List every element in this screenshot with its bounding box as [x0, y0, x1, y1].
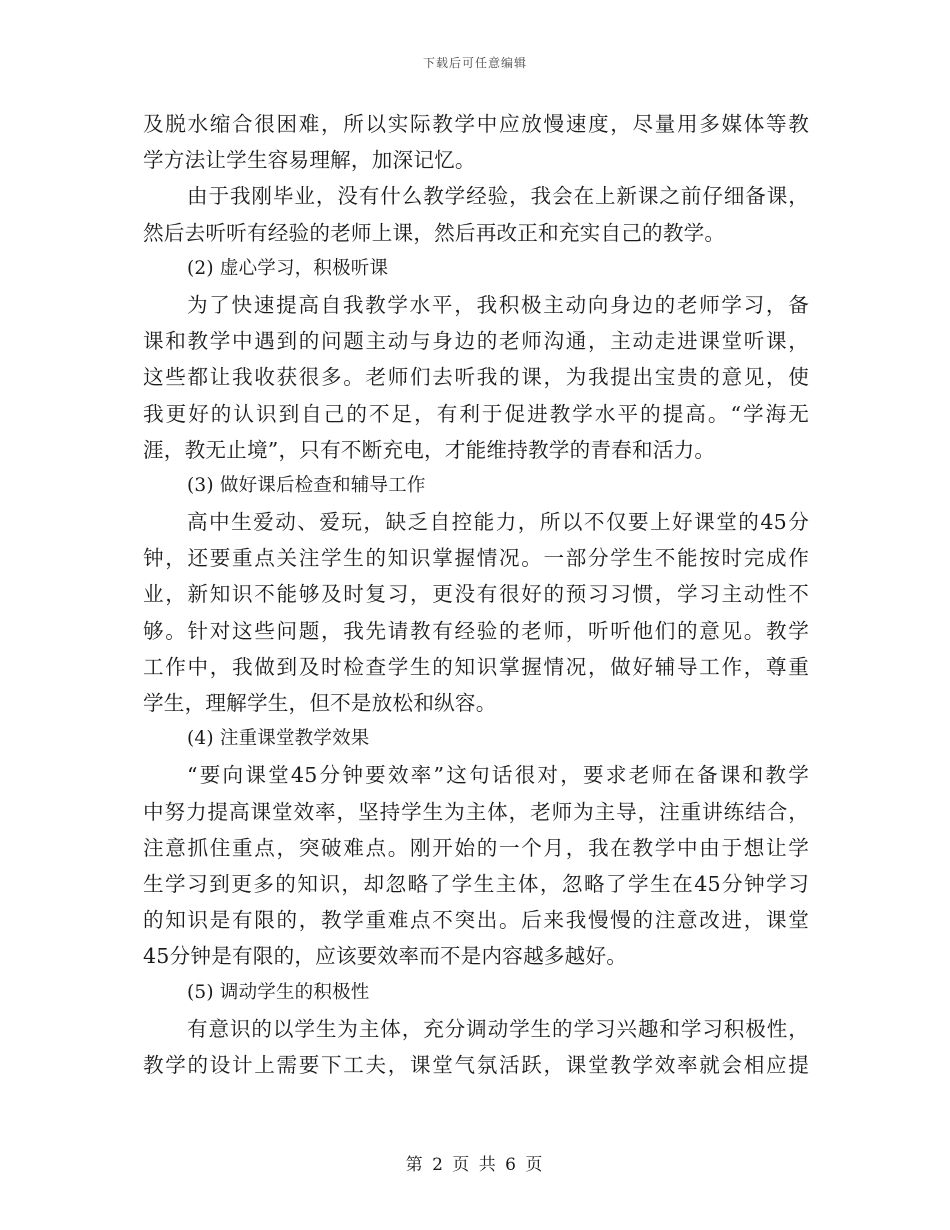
- paragraph: [143, 287, 809, 468]
- heading-text: (5) 调动学生的积极性: [187, 981, 370, 1003]
- text-line: 学方法让学生容易理解，加深记忆。: [143, 148, 476, 173]
- text-line: 生学习到更多的知识，却忽略了学生主体，忽略了学生在45分钟学习: [143, 871, 809, 896]
- text-line: 为了快速提高自我教学水平，我积极主动向身边的老师学习，备: [187, 292, 809, 317]
- text-line: 有意识的以学生为主体，充分调动学生的学习兴趣和学习积极性，: [187, 1016, 809, 1041]
- text-line: 由于我刚毕业，没有什么教学经验，我会在上新课之前仔细备课，: [187, 184, 809, 209]
- text-line: 45分钟是有限的，应该要效率而不是内容越多越好。: [143, 944, 628, 969]
- document-body: [143, 106, 809, 1083]
- text-line: 学生，理解学生，但不是放松和纵容。: [143, 691, 497, 715]
- section-heading: [143, 468, 809, 504]
- heading-text: (4) 注重课堂教学效果: [187, 728, 370, 750]
- text-line: 够。针对这些问题，我先请教有经验的老师，听听他们的意见。教学: [143, 618, 809, 643]
- paragraph: [143, 504, 809, 721]
- text-line: 课和教学中遇到的问题主动与身边的老师沟通，主动走进课堂听课，: [143, 329, 809, 354]
- paragraph: [143, 178, 809, 250]
- page-footer: 第 2 页 共 6 页: [405, 1155, 545, 1175]
- text-line: 中努力提高课堂效率，坚持学生为主体，老师为主导，注重讲练结合，: [143, 799, 809, 824]
- paragraph: [143, 106, 809, 178]
- text-line: “要向课堂45分钟要效率”这句话很对，要求老师在备课和教学: [187, 763, 809, 788]
- text-line: 高中生爱动、爱玩，缺乏自控能力，所以不仅要上好课堂的45分: [187, 510, 809, 535]
- text-line: 这些都让我收获很多。老师们去听我的课，为我提出宝贵的意见，使: [143, 365, 809, 390]
- section-heading: [143, 251, 809, 287]
- section-heading: [143, 721, 809, 757]
- text-line: 及脱水缩合很困难，所以实际教学中应放慢速度，尽量用多媒体等教: [143, 112, 809, 136]
- text-line: 的知识是有限的，教学重难点不突出。后来我慢慢的注意改进，课堂: [143, 908, 809, 933]
- page-header: 下载后可任意编辑: [422, 56, 527, 70]
- text-line: 涯，教无止境”，只有不断充电，才能维持教学的青春和活力。: [143, 437, 716, 462]
- paragraph: [143, 1011, 809, 1083]
- heading-text: (3) 做好课后检查和辅导工作: [187, 474, 426, 496]
- text-line: 业，新知识不能够及时复习，更没有很好的预习习惯，学习主动性不: [143, 582, 809, 607]
- paragraph: [143, 757, 809, 974]
- text-line: 然后去听听有经验的老师上课，然后再改正和充实自己的教学。: [143, 220, 726, 245]
- text-line: 教学的设计上需要下工夫，课堂气氛活跃，课堂教学效率就会相应提: [143, 1052, 809, 1077]
- text-line: 我更好的认识到自己的不足，有利于促进教学水平的提高。“学海无: [143, 401, 809, 426]
- text-line: 钟，还要重点关注学生的知识掌握情况。一部分学生不能按时完成作: [143, 546, 809, 571]
- heading-text: (2) 虚心学习，积极听课: [187, 257, 389, 279]
- section-heading: [143, 975, 809, 1011]
- text-line: 工作中，我做到及时检查学生的知识掌握情况，做好辅导工作，尊重: [143, 654, 809, 679]
- text-line: 注意抓住重点，突破难点。刚开始的一个月，我在教学中由于想让学: [143, 835, 809, 860]
